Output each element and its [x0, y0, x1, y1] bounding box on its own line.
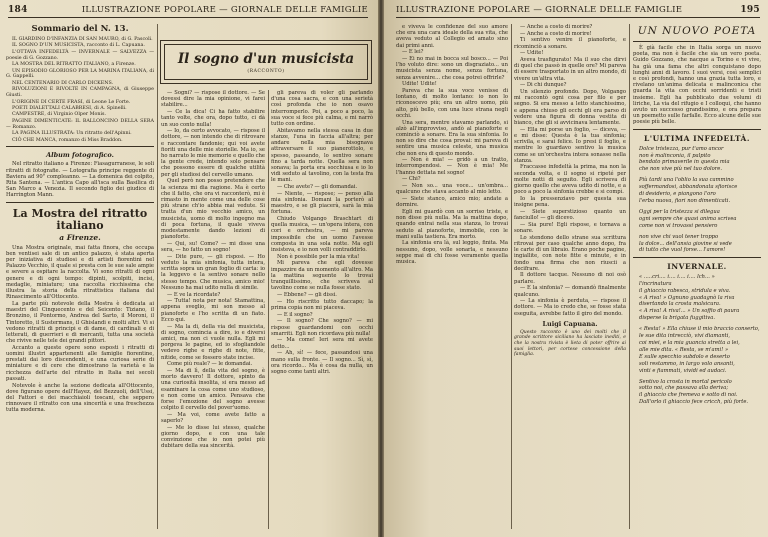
story-paragraph: — Che avete? — gli domandai.	[277, 184, 358, 191]
summary-line: L'OTTAVA INFEDELTÀ — INVERNALE — SALVEZZA — poesie di G. Gozzano.	[6, 49, 154, 61]
story-paragraph: — Di chi dunque?	[520, 82, 567, 89]
verse-line: come non vi trovassi pensiero	[639, 222, 718, 229]
story-paragraph: — E lei?	[402, 49, 424, 56]
story-paragraph: — Non so... una voce... un'ombra... qualcuno che stava accanto al mio letto.	[396, 183, 508, 196]
verse-line: non vive chi vuol tener troppo	[639, 233, 719, 240]
story-paragraph: Ti sentivo venire il pianoforte, e ricominciò a sonare.	[514, 37, 626, 50]
verse-line: di tutto che vuol forse... l'amore!	[639, 247, 726, 254]
left-running-head	[8, 4, 368, 18]
verse-line: Più tardi una l'oblio la sua cammino	[639, 177, 734, 184]
infedelta-title: L'ULTIMA INFEDELTÀ.	[644, 133, 750, 143]
story-header-box	[160, 40, 372, 84]
story-body-b	[271, 90, 373, 375]
invernale-title: INVERNALE.	[667, 261, 727, 271]
story-paragraph: — Ma voi, come avete fatto a saperlo?	[161, 411, 265, 425]
summary-line: PAGINE DIMENTICATE: IL BALLONCINO DELLA SERA — Romanzo.	[6, 118, 154, 130]
summary-line: CAMPESTRE, di Virginio Olper Monis.	[12, 112, 107, 118]
story-paragraph: — Ah, sì! — fece, passandosi una mano sulla fronte. — Il sogno... Sì, sì, ora ricordo... Ma è cosa da nulla, un sogno come tanti altri.	[271, 350, 373, 375]
mostra-paragraph: Accanto a queste opere sono esposti i ritratti di uomini illustri appartenenti alle famiglie fiorentine, prestati dai loro discendenti, e una curiosa serie di miniature e di cere che dimostrano la varietà e la ricchezza dell'arte del ritratto in Italia nei secoli passati.	[6, 344, 154, 382]
story-paragraph: Mi pareva che egli dovesse impazzire da un momento all'altro. Ma la mattina seguente lo trovai tranquillissimo, che scriveva al tavolino come se nulla fosse stato.	[271, 260, 373, 292]
verse-line: « .....cri.... i.... i.... i.... lch... »	[639, 273, 715, 280]
story-paragraph: Chiudo Volgango Braschtart di quella musica, — un'opera intera, con cori e orchestra, — mi pareva impossibile che un uomo l'avesse composta in una sola notte. Ma egli insisteva, e io non volli contraddirlo.	[271, 216, 373, 254]
story-paragraph: — Io, da certo avvocato, — rispose il dottore, — non intendo che di ritrovare e raccontare fandonie; qui voi avete fioriti una delle mie storielle. Ma io, se ho narrato le mie memorie e quello che la gente crede, intendo solo pensare che possono essere di qualche utilità per gli studiosi del cervello umano.	[161, 128, 265, 178]
mostra-paragraph: Una Mostra originale, mai fatta finora, che occupa ben ventisei sale di un antico palazzo, è stata aperta per iniziativa di studiosi e di artisti fiorentini nel Palazzo Vecchio, il quale si presta con le sue sale ampie e severe a ospitare la raccolta. Vi sono ritratti di ogni genere e di ogni tempo: dipinti, scolpiti, incisi, medaglie, miniature; una raccolta ricchissima che illustra la storia della ritrattistica italiana dal Rinascimento all'Ottocento.	[6, 244, 154, 301]
verse-line: che non vive più nel tuo dolore.	[639, 166, 722, 173]
story-paragraph: — Non è mia! — gridò a un tratto, interrompendosi. — Non è mia! Me l'hanno dettata nel sogno!	[396, 157, 508, 176]
story-paragraph: Quel però non posso pretendere che la scienza mi dia ragione. Ma è certo che il fatto, che ora vi racconterò, mi è rimasto in mente come una delle cose più strane ch'io abbia mai vedute. Si tratta d'un mio vecchio amico, un musicista, uomo di molto ingegno ma di poca fortuna, il quale viveva modestamente dando lezioni di pianoforte.	[161, 178, 265, 241]
story-paragraph: — E la sinfonia? — domandò finalmente qualcuno.	[514, 285, 626, 298]
verse-line: E sulle specchio subdolo e deserto	[639, 353, 730, 360]
mostra-paragraph: Notevole è anche la sezione dedicata all'Ottocento, dove figurano opere dell'Hayez, del Bezzuoli, dell'Ussi, del Fattori e dei macchiaioli toscani, che seppero rinnovare il ritratto con una sincerità e una freschezza tutta moderna.	[6, 382, 154, 414]
story-paragraph: — Il sogno? Che sogno? — mi rispose guardandomi con occhi smarriti. Egli non ricordava più nulla!	[271, 318, 373, 337]
verse-line: soffermandosi, abbandonata sfiorisce	[639, 184, 738, 191]
story-title: Il sogno d'un musicista	[177, 50, 355, 67]
verse-line: vinti e fiammati, vividi ed audaci.	[639, 367, 727, 374]
story-paragraph: gli pareva di voler gli parlando d'una cosa sacra, e con una serietà così profonda che io non osavo interromperlo. Poi, a poco a poco, la sua voce si fece più calma, e mi narrò tutto con ordine.	[271, 90, 373, 128]
story-paragraph: — Ma la di, della via del musicista, di sogno, comincia a dire, io e diversi amici, ma non ci vuole nulla. Egli mi porgeva le pagine, ed io sfogliandole vedevo righe e righe di note, fitte, nitide, come se fossero state incise.	[161, 323, 265, 361]
right-column-1	[396, 24, 508, 531]
story-paragraph: Un silenzio profondo. Dopo, Volgango mi raccontò ogni cosa per filo e per segno. Si era messo a letto stanchissimo, e appena chiuso gli occhi gli era parso di vedere una figura di donna vestita di bianco, che gli si avvicinava lentamente.	[514, 89, 626, 127]
left-page-number: 184	[8, 4, 28, 15]
story-body-d	[514, 24, 626, 317]
story-paragraph: Abitavamo nella stessa casa in due stanze, l'una in faccia all'altra; per andare nella mia bisognava attraversare il suo pianerottolo, e spesso, passando, lo sentivo sonare fino a tarda notte. Quella sera non sonava; la porta era socchiusa e io lo vidi seduto al tavolino, con la testa fra le mani.	[271, 127, 373, 184]
story-paragraph: Udite! Udite!	[402, 81, 437, 88]
divider	[633, 41, 761, 42]
column-rule	[268, 90, 269, 529]
verse-line: non è malinconia, il palpito	[639, 152, 711, 159]
story-paragraph: — Anche a costo di morire?	[520, 24, 593, 30]
story-paragraph: — Ei no mai in bocca sul bosco... — Poi l'ho voluto dire: sono un disgraziato... un musicista senza nome, senza fortuna, senza avvenire... che cosa potrei offrirle?	[396, 56, 508, 81]
verse-line: sotto noi, che passava alla deriva;	[639, 385, 729, 392]
story-paragraph: — Qui, su! Come? — mi disse una sera, — ho fatto un sogno!	[161, 240, 265, 254]
album-title: Album fotografico.	[46, 151, 114, 160]
story-tag: (RACCONTO)	[247, 68, 285, 74]
story-paragraph: — E il sogno?	[277, 311, 313, 318]
mostra-paragraph: La parte più notevole della Mostra è dedicata ai maestri del Cinquecento e del Seicento: Tiziano, il Bronzino, il Pontormo, Andrea del Sarto, il Moroni, il Tintoretto, il Sustermans, il Ghislandi e molti altri. Vi si vedono ritratti di principi e di dame, di cardinali e di letterati, di guerrieri e di mercanti, tutta una società che rivive nelle tele dei grandi pittori.	[6, 300, 154, 345]
left-column-1	[6, 24, 154, 531]
story-footnote: Questo racconto è uno dei molti che il grande scrittore siciliano ha lasciato inediti, e che la nostra rivista è lieta di poter offrire ai suoi lettori, per cortese concessione della famiglia.	[514, 329, 626, 358]
left-column-3	[271, 90, 373, 531]
verse-line: Dolce tristezza, pur t'amo ancor	[639, 145, 724, 152]
verse-line: le sue dita intrecciò, vivi diamanti,	[639, 333, 731, 340]
story-signature: Luigi Capuana.	[542, 319, 598, 328]
mostra-body	[6, 245, 154, 414]
story-paragraph: Come più reale? — le domandai.	[167, 361, 253, 368]
verse-line: disertando la crosta malsicura.	[639, 301, 721, 308]
verse-line: di desiderio, e piangono l'oro	[639, 191, 716, 198]
album-text: Nel ritratto italiano a Firenze: Fiasagurranese, le soli ritratti di fotografie. — Lotografia principe reggente di Baviera ad 90° compleanno. — La domenica dei colpito, Rita Santena. — L'antica Capo all'isca sulla Basilica di San Marco a Venezia. Il secondo figlio dei giudice di Harrington Mann.	[6, 161, 154, 199]
summary-line: LA PAGINA ILLUSTRATA: Un ritratto dell'Apinni.	[12, 131, 132, 137]
story-body-a	[161, 90, 265, 450]
story-body-c	[396, 24, 508, 265]
story-paragraph: — Sogni? — rispose il dottore. — Se dovessi dire la mia opinione, vi farei stabilire...	[161, 90, 265, 109]
verse-line: coi miei, e la mia guancia stretta a lei,	[639, 339, 740, 346]
left-column-2	[161, 90, 265, 531]
story-paragraph: — Niente, — rispose; — penso alla mia sinfonia. Domani la porterò al maestro, e se gli piacerà, sarà la mia fortuna.	[271, 190, 373, 216]
summary-line: CIÒ CHE MANCA, romanzo di Miss Braddon.	[12, 137, 123, 143]
summary-line: L'ORIGINE DI CERTE FRASI, di Leone Le Forte.	[12, 99, 131, 105]
verse-line: l'erba nuova, fiori non dimenticati.	[639, 197, 731, 204]
verse-line: la dolce... dell'ansia giovine si vede	[639, 240, 732, 247]
summary-line: POETI DIALETTALI CALABRESI, di A. Spinelli.	[12, 105, 127, 111]
story-paragraph: — Ma di lì, della vita del sogno, è morto davvero! Il dottore, spinto da una curiosità insolita, si era messo ad esaminare la cosa come uno studioso, e non come un amico. Pensava che forse l'emozione del sogno avesse colpito il cervello del pover'uomo.	[161, 367, 265, 412]
story-paragraph: Non è possibile per la mia vita!	[277, 253, 360, 260]
verse-line: « Resta! » Ella chiuse il mio braccio conserto,	[639, 326, 760, 333]
summary-line: LA MOSTRA DEL RITRATTO ITALIANO, a Firenze.	[12, 62, 136, 68]
divider	[633, 257, 761, 258]
verse-line: il ghiaccio che fremeva e sotto di noi.	[639, 392, 738, 399]
right-column-2	[514, 24, 626, 531]
right-running-head-title: ILLUSTRAZIONE POPOLARE — GIORNALE DELLE FAMIGLIE	[396, 4, 683, 15]
infedelta-poem	[633, 146, 761, 254]
story-paragraph: Io la pressenziavo per questa sua insigne pena.	[514, 195, 626, 209]
summary-line: IL GIARDINO D'INFANZIA DI SAN MAURO, di G. Pascoli.	[12, 37, 153, 42]
mostra-title: La Mostra del ritratto italiano	[12, 206, 148, 232]
story-paragraph: Egli mi guardò con un sorriso triste, e non disse più nulla. Ma la mattina dopo, quando entrai nella sua stanza, lo trovai seduto al pianoforte, immobile, con le mani sulla tastiera. Era morto.	[396, 208, 508, 240]
poet-title: UN NUOVO POETA	[637, 25, 757, 37]
story-paragraph: — La sinfonia è perduta, — rispose il dottore. — Ma io credo che, se fosse stata eseguita, avrebbe fatto il giro del mondo.	[514, 298, 626, 317]
invernale-poem	[633, 274, 761, 406]
verse-line: alle mie dita. « Resta, se m'ami! »	[639, 346, 729, 353]
verse-line: ogni sempre che quasi anima scrivea	[639, 215, 737, 222]
right-column-3	[633, 24, 761, 531]
story-paragraph: — Anche a costo di morire!	[520, 30, 592, 37]
story-paragraph: — Sia pure! Egli rispose, e tornava a sonare.	[514, 221, 626, 234]
verse-line: soli restammo, in largo volo ansanti,	[639, 360, 735, 367]
story-paragraph: Il dottore tacque. Nessuno di noi osò parlare.	[514, 272, 626, 285]
story-paragraph: — Ho riscritto tutto daccapo; la prima copia non mi piaceva.	[271, 298, 373, 311]
verse-line: Oggi per la tristezza si dilegua	[639, 208, 720, 215]
verse-line: « A riva! » Ognuno guadagnò la riva	[639, 294, 735, 301]
verse-line: Sentivo la crosta in mortal pericolo	[639, 378, 732, 385]
column-rule	[629, 24, 630, 529]
story-paragraph: — Ma come! Ieri sera mi avete detto...	[271, 337, 373, 350]
right-page-number: 195	[740, 4, 760, 15]
verse-line: « A riva! A riva!... » Un soffio di paura	[639, 308, 740, 315]
story-paragraph: e viveva le confidenze del suo amore che era una cara ideale della sua vita, che aveva veduto al Collegio ed amato sino dai primi anni.	[396, 24, 508, 49]
column-rule	[157, 24, 158, 529]
mostra-subtitle: a Firenze.	[59, 232, 101, 242]
column-rule	[511, 24, 512, 529]
story-paragraph: — Ce la dica! Ci ha fatto stabilire tanto volte, che ora, dopo tutto, ci dà un suo conto nulla!	[161, 109, 265, 128]
story-paragraph: — Udite!	[520, 50, 544, 57]
story-paragraph: — Ebbene? — gli dissi.	[277, 292, 337, 298]
left-page	[0, 0, 378, 537]
summary-line: RIVOLUZIONI E RIVOLTE IN CAMPAGNA, di Giuseppe Giusti.	[6, 87, 154, 99]
story-paragraph: Fraccasse infedeltà la prima, ma non la seconda volta, e il sogno si ripeté per molte notti di seguito. Egli scriveva di giorno quello che aveva udito di notte, e a poco a poco la sinfonia crebbe e si compì.	[514, 164, 626, 196]
verse-line: il ghiaccio rabesca, stridula e viva.	[639, 287, 731, 294]
divider	[6, 146, 154, 147]
story-paragraph: — Me lo disse lui stesso, qualche giorno dopo, e con una tale convinzione che io non potei più dubitare della sua sincerità.	[161, 424, 265, 450]
right-running-head	[396, 4, 760, 18]
story-paragraph: Pareva che la sua voce venisse di lontano, di molto lontano: io non lo riconoscevo più; era un altro uomo, più alto, più bello, con una luce strana negli occhi.	[396, 88, 508, 119]
story-paragraph: Lo stendono dello strane sua scrittura ritrovai per caso qualche anno dopo, fra le carte di un libraio. Erano poche pagine, ingiallite, con note fitte e minute, e in fondo una firma che non riuscii a decifrare.	[514, 234, 626, 272]
story-paragraph: — Dite pure, — gli risposi. — Ho veduto la mia sinfonia, tutta intera, scritta sopra un gran foglio di carta: io la leggevo e la sentivo sonare nello stesso tempo. Che musica, amico mio! Nessuno ha mai udito nulla di simile.	[161, 253, 265, 291]
story-paragraph: — Siete superstizioso quanto un fanciullo! — gli dicevo.	[514, 208, 626, 222]
story-paragraph: — E ve la ricordate?	[167, 291, 221, 298]
summary-line: IL SOGNO D'UN MUSICISTA, racconto di L. Capuana.	[12, 43, 145, 49]
summary-line: UN EPISODIO GLORIOSO PER LA MARINA ITALIANA, di G. Gappelli.	[6, 68, 154, 80]
summary-line: NEL CENTENARIO DI CARLO DICKENS.	[12, 80, 114, 86]
story-paragraph: — Ella mi porse un foglio, — diceva, — e mi disse: Questa è la tua sinfonia; scrivila, e sarai felice. Io presi il foglio, e mentre lo guardavo sentivo la musica come se un'orchestra intera sonasse nella stanza.	[514, 126, 626, 164]
divider	[633, 129, 761, 130]
story-paragraph: Una sera, mentre stavamo parlando, si alzò all'improvviso, andò al pianoforte e cominciò a sonare. Era la sua sinfonia. Io non so dire che cosa provai: mi pareva di sentire una musica celeste, una musica che non era di questo mondo.	[396, 119, 508, 157]
story-paragraph: Aveva trasfigurato! Ma il suo che dirvi di quel che passò in quelle ore? Mi pareva di essere trasportato in un altro mondo, di vivere un'altra vita.	[514, 57, 626, 82]
verse-line: bendato primaverile in questa mia	[639, 159, 730, 166]
summary-list	[6, 37, 154, 143]
summary-title: Sommario del N. 13.	[31, 24, 129, 34]
verse-line: disperse la brigata fuggitiva.	[639, 315, 715, 322]
verse-line: Dall'orlo il ghiaccio fece cricch, più forte.	[639, 399, 749, 406]
verse-line: l'incrinatura	[639, 280, 672, 287]
story-paragraph: — Tutta! nota per nota! Stamattina, appena sveglio, mi son messo al pianoforte e l'ho scritta di un fiato. Ecco qui.	[161, 298, 265, 323]
left-running-head-title: ILLUSTRAZIONE POPOLARE — GIORNALE DELLE FAMIGLIE	[81, 4, 368, 15]
poet-intro: È già facile che in Italia sorga un nuovo poeta, ma non è facile che sia un vero poeta. Guido Gozzano, che nacque a Torino e vi vive, ha già una fama che altri conquistano dopo lunghi anni di lavoro. I suoi versi, così semplici e così profondi, hanno una grazia tutta loro, e rivelano un'anima delicata e malinconica che guarda la vita con occhi sorridenti e tristi insieme. Egli ha pubblicato due volumi di liriche, La via del rifugio e I colloqui, che hanno avuto un successo grandissimo, e ora prepara un poemetto sulle farfalle. Ecco alcune delle sue poesie più belle.	[633, 45, 761, 126]
right-page	[384, 0, 768, 537]
story-paragraph: La sinfonia era là, sul leggio, finita. Ma nessuno, dopo, volle sonarla, e nessuno seppe mai di chi fosse veramente quella musica.	[396, 240, 508, 266]
story-paragraph: — Chi?	[402, 176, 421, 183]
story-paragraph: — Siete stanco, amico mio; andate a dormire.	[396, 195, 508, 209]
divider	[6, 202, 154, 203]
